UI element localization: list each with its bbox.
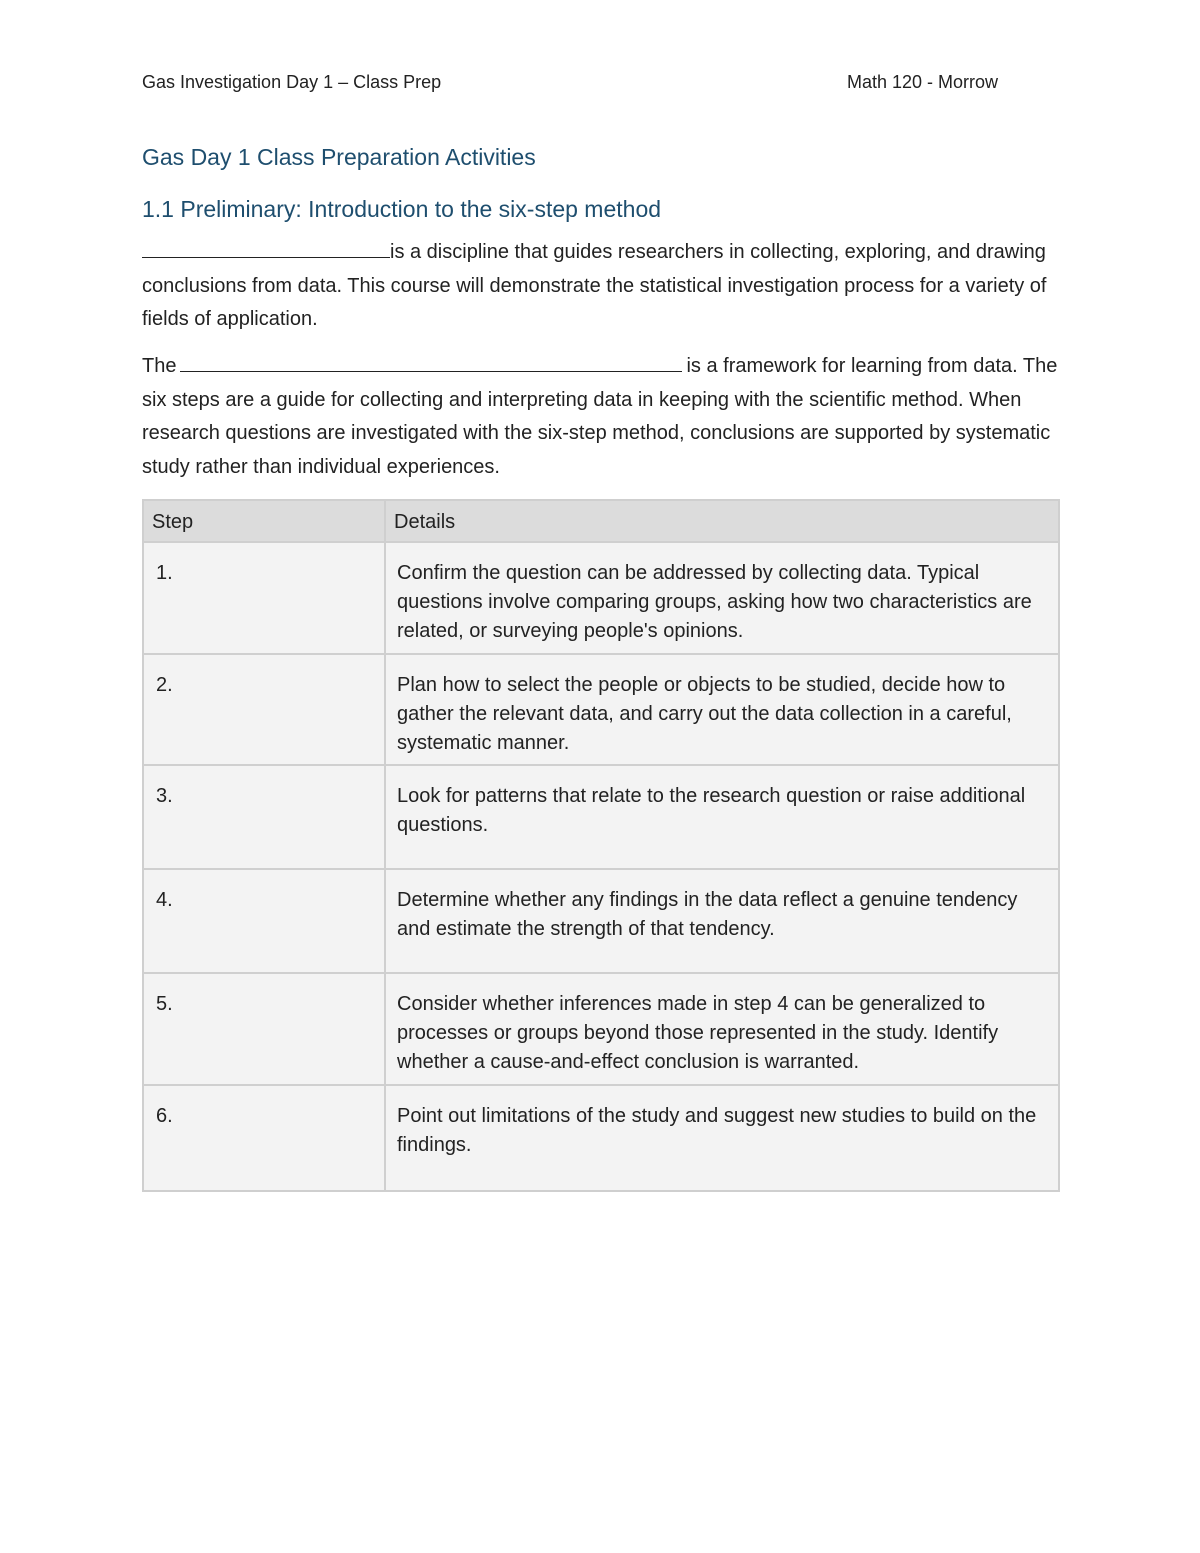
step-details: Consider whether inferences made in step 4 can be generalized to processes or groups beyond those represented in the study. Identify whether a cause-and-effect conclusion is warranted.: [385, 973, 1059, 1085]
step-number: 5.: [143, 973, 385, 1085]
column-header-details: Details: [385, 500, 1059, 542]
table-row: [143, 1085, 1059, 1191]
section-heading: 1.1 Preliminary: Introduction to the six-step method: [142, 196, 662, 222]
fill-in-blank[interactable]: [142, 237, 390, 258]
paragraph-intro-text: is a discipline that guides researchers in collecting, exploring, and drawing conclusions from data. This course will demonstrate the statistical investigation process for a variety of fields of application.: [142, 241, 1047, 330]
paragraph-framework-lead: The: [142, 355, 177, 377]
step-details: Plan how to select the people or objects to be studied, decide how to gather the relevant data, and carry out the data collection in a careful, systematic manner.: [385, 654, 1059, 765]
page-title: Gas Day 1 Class Preparation Activities: [142, 144, 536, 170]
step-number: 6.: [143, 1085, 385, 1191]
table-row: [143, 542, 1059, 654]
table-row: [143, 973, 1059, 1085]
column-header-step: Step: [143, 500, 385, 542]
step-number: 3.: [143, 765, 385, 869]
step-number: 4.: [143, 869, 385, 973]
step-number: 1.: [143, 542, 385, 654]
table-row: [143, 765, 1059, 869]
step-details: Look for patterns that relate to the research question or raise additional questions.: [385, 765, 1059, 869]
header-course: Math 120 - Morrow: [847, 72, 999, 92]
step-number: 2.: [143, 654, 385, 765]
table-header-row: [143, 500, 1059, 542]
paragraph-intro: [142, 236, 1062, 337]
paragraph-framework: [142, 350, 1062, 484]
fill-in-blank[interactable]: [180, 351, 682, 372]
paragraph-framework-text: is a framework for learning from data. The six steps are a guide for collecting and interpreting data in keeping with the scientific method. When research questions are investigated with the six-step method, conclusions are supported by systematic study rather than individual experiences.: [142, 355, 1058, 478]
header-doc-title: Gas Investigation Day 1 – Class Prep: [142, 72, 442, 92]
step-details: Point out limitations of the study and suggest new studies to build on the findings.: [385, 1085, 1059, 1191]
step-details: Determine whether any findings in the data reflect a genuine tendency and estimate the strength of that tendency.: [385, 869, 1059, 973]
steps-table: [142, 499, 1060, 1192]
table-row: [143, 869, 1059, 973]
table-row: [143, 654, 1059, 765]
step-details: Confirm the question can be addressed by collecting data. Typical questions involve comparing groups, asking how two characteristics are related, or surveying people's opinions.: [385, 542, 1059, 654]
